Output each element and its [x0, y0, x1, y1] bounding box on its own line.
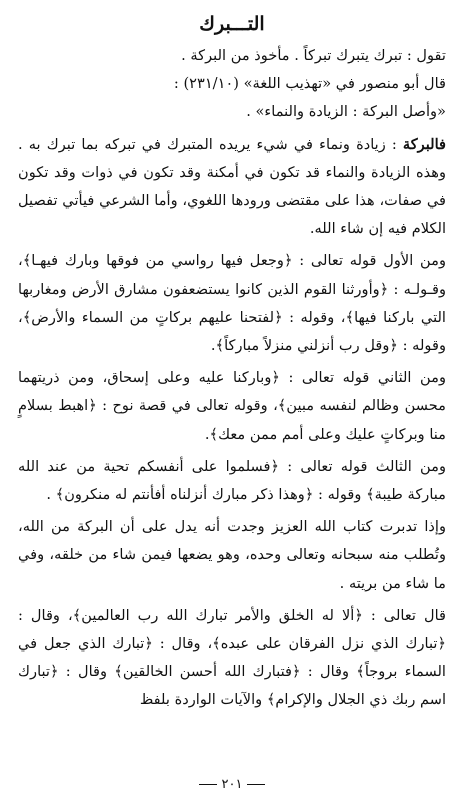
page-title: التـــبرك [199, 13, 265, 35]
footer-dash-left [247, 784, 265, 785]
paragraph-text: قال تعالى : ﴿ألا له الخلق والأمر تبارك الله رب العالمين﴾، وقال : ﴿تبارك الذي نزل الفرقان على عبده﴾، وقال : ﴿تبارك الذي جعل في السماء بروجاً﴾ وقال : ﴿فتبارك الله أحسن الخالقين﴾ وقال : ﴿تبارك اسم ربك ذي الجلال والإكرام﴾ والآيات الواردة بلفظ [18, 606, 446, 709]
paragraph-text: ومن الثالث قوله تعالى : ﴿فسلموا على أنفسكم تحية من عند الله مباركة طيبة﴾ وقوله : ﴿وهذا ذكر مبارك أنزلناه أفأنتم له منكرون﴾ . [18, 457, 446, 504]
paragraph-text: ومن الأول قوله تعالى : ﴿وجعل فيها رواسي من فوقها وبارك فيهـا﴾، وقـولـه : ﴿وأورثنا القوم الذين كانوا يستضعفون مشارق الأرض ومغاربها التي باركنا فيها﴾، وقوله : ﴿لفتحنا عليهم بركاتٍ من السماء والأرض﴾، وقوله : ﴿وقل رب أنزلني منزلاً مباركاً﴾. [18, 252, 446, 355]
paragraph-definition [18, 42, 446, 70]
paragraph-second-type [18, 364, 446, 449]
paragraph-text: «وأصل البركة : الزيادة والنماء» . [246, 103, 446, 121]
paragraph-quote [18, 98, 446, 126]
paragraph-text: وإذا تدبرت كتاب الله العزيز وجدت أنه يدل على أن البركة من الله، وتُطلب منه سبحانه وتعالى وحده، وهو يضعها فيمن شاء من خلقه، وفي ما شاء من بريته . [18, 518, 446, 592]
paragraph-verses [18, 602, 446, 715]
book-page [18, 10, 446, 790]
paragraph-third-type [18, 453, 446, 509]
paragraph-first-type [18, 247, 446, 360]
page-number: ٢٠١ [221, 777, 243, 792]
footer-dash-right [199, 784, 217, 785]
paragraph-barakah-meaning [18, 131, 446, 244]
paragraph-text: : زيادة ونماء في شيء يريده المتبرك في تبركه بما تبرك به . وهذه الزيادة والنماء قد تكون في أمكنة وقد تكون في ذوات وقد تكون في صفات، هذا على مقتضى ورودها اللغوي، وأما الشرعي فيأتي تفصيل الكلام فيه إن شاء الله. [18, 135, 446, 238]
paragraph-text: قال أبو منصور في «تهذيب اللغة» (٢٣١/١٠) : [173, 75, 446, 93]
paragraph-text: تقول : تبرك يتبرك تبركاً . مأخوذ من البركة . [181, 47, 446, 64]
paragraph-lead-word: فالبركة [402, 135, 446, 153]
page-number-footer [0, 777, 464, 792]
paragraph-citation [18, 70, 446, 98]
paragraph-text: ومن الثاني قوله تعالى : ﴿وباركنا عليه وعلى إسحاق، ومن ذريتهما محسن وظالم لنفسه مبين﴾، وقوله تعالى في قصة نوح : ﴿اهبط بسلامٍ منا وبركاتٍ عليك وعلى أمم ممن معك﴾. [18, 369, 446, 443]
paragraph-reflection [18, 513, 446, 598]
